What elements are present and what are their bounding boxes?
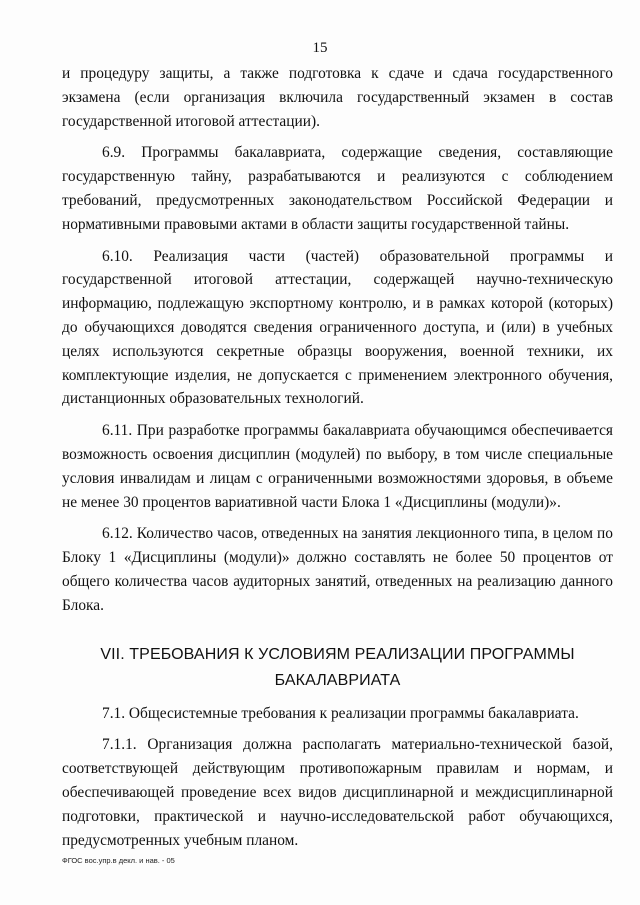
paragraph-6-10: 6.10. Реализация части (частей) образовательной программы и государственной итоговой аттестации, содержащей научно-техническую информацию, подлежащую экспортному контролю, и в рамках которой (которых) до обучающихся доводятся сведения ограниченного доступа, и (или) в учебных целях используются секретные образцы вооружения, военной техники, их комплектующие изделия, не допускается с применением электронного обучения, дистанционных образовательных технологий. (62, 247, 613, 408)
page-footer: ФГОС вос.упр.в декл. и нав. - 05 (62, 856, 175, 865)
page-body (62, 62, 613, 852)
paragraph-6-12: 6.12. Количество часов, отведенных на занятия лекционного типа, в целом по Блоку 1 «Дисциплины (модули)» должно составлять не более 50 процентов от общего количества часов аудиторных занятий, отведенных на реализацию данного Блока. (62, 525, 613, 614)
paragraph-7-1: 7.1. Общесистемные требования к реализации программы бакалавриата. (102, 704, 579, 722)
section-heading-line2: БАКАЛАВРИАТА (274, 671, 401, 689)
paragraph-continuation: и процедуру защиты, а также подготовка к сдаче и сдача государственного экзамена (если организация включила государственный экзамен в состав государственной итоговой аттестации). (62, 65, 613, 130)
paragraph-6-11: 6.11. При разработке программы бакалавриата обучающимся обеспечивается возможность освоения дисциплин (модулей) по выбору, в том числе специальные условия инвалидам и лицам с ограниченными возможностями здоровья, в объеме не менее 30 процентов вариативной части Блока 1 «Дисциплины (модули)». (62, 422, 613, 511)
paragraph-6-9: 6.9. Программы бакалавриата, содержащие сведения, составляющие государственную тайну, разрабатываются и реализуются с соблюдением требований, предусмотренных законодательством Российской Федерации и нормативными правовыми актами в области защиты государственной тайны. (62, 144, 613, 233)
section-heading (62, 642, 613, 694)
page-number: 15 (312, 40, 328, 56)
paragraph-7-1-1: 7.1.1. Организация должна располагать материально-технической базой, соответствующей действующим противопожарным правилам и нормам, и обеспечивающей проведение всех видов дисциплинарной и междисциплинарной подготовки, практической и научно-исследовательской работ обучающихся, предусмотренных учебным планом. (62, 736, 613, 849)
section-heading-line1: VII. ТРЕБОВАНИЯ К УСЛОВИЯМ РЕАЛИЗАЦИИ ПРОГРАММЫ (100, 645, 575, 663)
